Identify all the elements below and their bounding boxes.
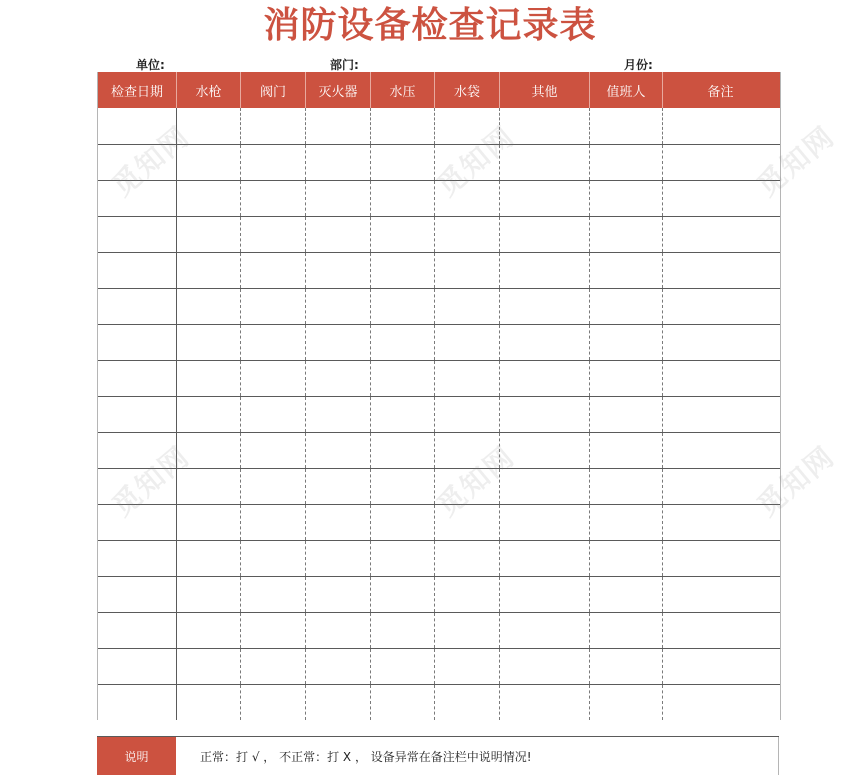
month-label: 月份:: [624, 58, 653, 72]
column-header-hose: 水袋: [435, 72, 500, 108]
column-header-valve: 阀门: [241, 72, 306, 108]
table-cell[interactable]: [306, 145, 371, 180]
table-cell[interactable]: [177, 289, 241, 324]
table-cell[interactable]: [177, 145, 241, 180]
table-cell[interactable]: [306, 289, 371, 324]
table-cell[interactable]: [371, 469, 435, 504]
table-cell[interactable]: [371, 325, 435, 360]
table-cell[interactable]: [371, 361, 435, 396]
table-cell[interactable]: [435, 361, 500, 396]
table-cell[interactable]: [241, 433, 306, 468]
inspection-table: [97, 72, 781, 720]
table-cell[interactable]: [663, 685, 778, 720]
table-cell[interactable]: [306, 469, 371, 504]
table-cell[interactable]: [590, 469, 663, 504]
unit-label: 单位:: [136, 58, 165, 72]
table-cell[interactable]: [306, 505, 371, 540]
table-cell[interactable]: [590, 181, 663, 216]
table-cell[interactable]: [500, 613, 590, 648]
table-row: [98, 504, 780, 540]
table-cell[interactable]: [98, 397, 177, 432]
table-cell[interactable]: [98, 505, 177, 540]
table-cell[interactable]: [663, 325, 778, 360]
table-header: [98, 72, 780, 108]
table-cell[interactable]: [500, 541, 590, 576]
table-cell[interactable]: [177, 505, 241, 540]
watermark: 觅知网: [105, 119, 197, 203]
table-cell[interactable]: [590, 397, 663, 432]
table-cell[interactable]: [663, 361, 778, 396]
table-cell[interactable]: [306, 217, 371, 252]
table-row: [98, 576, 780, 612]
table-cell[interactable]: [98, 181, 177, 216]
table-cell[interactable]: [98, 649, 177, 684]
table-cell[interactable]: [98, 108, 177, 144]
column-header-other: 其他: [500, 72, 590, 108]
table-cell[interactable]: [306, 577, 371, 612]
table-cell[interactable]: [177, 541, 241, 576]
table-cell[interactable]: [371, 145, 435, 180]
table-row: [98, 360, 780, 396]
table-cell[interactable]: [435, 181, 500, 216]
table-row: [98, 432, 780, 468]
table-cell[interactable]: [435, 108, 500, 144]
table-cell[interactable]: [435, 649, 500, 684]
table-cell[interactable]: [663, 649, 778, 684]
table-cell[interactable]: [590, 649, 663, 684]
table-cell[interactable]: [590, 253, 663, 288]
column-header-date: 检查日期: [98, 72, 177, 108]
table-cell[interactable]: [663, 433, 778, 468]
table-cell[interactable]: [435, 541, 500, 576]
table-row: [98, 612, 780, 648]
table-cell[interactable]: [435, 325, 500, 360]
table-cell[interactable]: [500, 325, 590, 360]
table-row: [98, 648, 780, 684]
table-cell[interactable]: [241, 325, 306, 360]
table-cell[interactable]: [306, 433, 371, 468]
table-cell[interactable]: [177, 397, 241, 432]
table-cell[interactable]: [500, 577, 590, 612]
table-cell[interactable]: [663, 577, 778, 612]
table-cell[interactable]: [435, 397, 500, 432]
watermark: 觅知网: [105, 439, 197, 523]
table-cell[interactable]: [435, 145, 500, 180]
table-cell[interactable]: [590, 577, 663, 612]
column-header-nozzle: 水枪: [177, 72, 241, 108]
footer-note: 正常：打 √ ， 不正常：打 X ， 设备异常在备注栏中说明情况!: [176, 737, 779, 775]
table-cell[interactable]: [177, 577, 241, 612]
table-row: [98, 252, 780, 288]
table-cell[interactable]: [590, 433, 663, 468]
table-cell[interactable]: [98, 541, 177, 576]
table-cell[interactable]: [241, 181, 306, 216]
table-cell[interactable]: [590, 325, 663, 360]
table-cell[interactable]: [177, 108, 241, 144]
dept-label: 部门:: [330, 58, 359, 72]
table-cell[interactable]: [177, 325, 241, 360]
table-cell[interactable]: [500, 289, 590, 324]
table-cell[interactable]: [663, 541, 778, 576]
table-cell[interactable]: [371, 649, 435, 684]
table-cell[interactable]: [98, 469, 177, 504]
table-cell[interactable]: [663, 217, 778, 252]
table-cell[interactable]: [371, 217, 435, 252]
column-header-duty-person: 值班人: [590, 72, 663, 108]
column-header-extinguisher: 灭火器: [306, 72, 371, 108]
table-cell[interactable]: [241, 469, 306, 504]
table-cell[interactable]: [371, 685, 435, 720]
table-cell[interactable]: [306, 613, 371, 648]
table-cell[interactable]: [371, 181, 435, 216]
table-cell[interactable]: [663, 469, 778, 504]
table-cell[interactable]: [500, 108, 590, 144]
table-cell[interactable]: [98, 145, 177, 180]
table-cell[interactable]: [663, 253, 778, 288]
table-cell[interactable]: [98, 577, 177, 612]
table-cell[interactable]: [500, 433, 590, 468]
table-cell[interactable]: [177, 181, 241, 216]
table-row: [98, 108, 780, 144]
table-cell[interactable]: [590, 361, 663, 396]
table-row: [98, 396, 780, 432]
table-cell[interactable]: [241, 108, 306, 144]
table-cell[interactable]: [435, 577, 500, 612]
footer-note-row: [97, 736, 779, 775]
table-cell[interactable]: [241, 253, 306, 288]
watermark: 觅知网: [750, 119, 842, 203]
table-cell[interactable]: [435, 613, 500, 648]
table-cell[interactable]: [241, 649, 306, 684]
table-cell[interactable]: [177, 361, 241, 396]
table-cell[interactable]: [500, 217, 590, 252]
page-title: 消防设备检查记录表: [263, 5, 597, 46]
table-cell[interactable]: [590, 685, 663, 720]
table-cell[interactable]: [663, 108, 778, 144]
watermark: 觅知网: [750, 439, 842, 523]
table-cell[interactable]: [306, 108, 371, 144]
table-cell[interactable]: [500, 145, 590, 180]
table-cell[interactable]: [371, 577, 435, 612]
table-cell[interactable]: [500, 469, 590, 504]
table-row: [98, 180, 780, 216]
table-cell[interactable]: [177, 217, 241, 252]
column-header-pressure: 水压: [371, 72, 435, 108]
table-cell[interactable]: [241, 541, 306, 576]
table-cell[interactable]: [663, 397, 778, 432]
table-cell[interactable]: [371, 433, 435, 468]
table-cell[interactable]: [371, 253, 435, 288]
table-cell[interactable]: [306, 685, 371, 720]
table-cell[interactable]: [500, 505, 590, 540]
footer-label: 说明: [97, 737, 176, 775]
watermark: 觅知网: [430, 119, 522, 203]
table-cell[interactable]: [177, 649, 241, 684]
table-cell[interactable]: [663, 505, 778, 540]
table-cell[interactable]: [590, 613, 663, 648]
table-row: [98, 288, 780, 324]
table-cell[interactable]: [241, 217, 306, 252]
table-cell[interactable]: [590, 541, 663, 576]
table-cell[interactable]: [98, 361, 177, 396]
table-cell[interactable]: [306, 325, 371, 360]
table-row: [98, 684, 780, 720]
table-cell[interactable]: [590, 145, 663, 180]
table-cell[interactable]: [241, 289, 306, 324]
table-cell[interactable]: [371, 505, 435, 540]
table-cell[interactable]: [306, 397, 371, 432]
table-cell[interactable]: [435, 253, 500, 288]
table-cell[interactable]: [500, 685, 590, 720]
table-cell[interactable]: [590, 505, 663, 540]
table-cell[interactable]: [435, 505, 500, 540]
table-cell[interactable]: [435, 469, 500, 504]
table-cell[interactable]: [500, 181, 590, 216]
table-cell[interactable]: [177, 433, 241, 468]
table-cell[interactable]: [590, 289, 663, 324]
table-cell[interactable]: [663, 613, 778, 648]
watermark: 觅知网: [430, 439, 522, 523]
table-cell[interactable]: [98, 253, 177, 288]
table-cell[interactable]: [371, 289, 435, 324]
table-cell[interactable]: [241, 145, 306, 180]
table-cell[interactable]: [241, 613, 306, 648]
table-cell[interactable]: [663, 181, 778, 216]
table-cell[interactable]: [98, 289, 177, 324]
table-cell[interactable]: [435, 685, 500, 720]
table-row: [98, 540, 780, 576]
table-cell[interactable]: [306, 361, 371, 396]
table-cell[interactable]: [371, 397, 435, 432]
table-cell[interactable]: [241, 577, 306, 612]
table-cell[interactable]: [590, 108, 663, 144]
table-cell[interactable]: [306, 253, 371, 288]
table-cell[interactable]: [98, 685, 177, 720]
table-cell[interactable]: [435, 289, 500, 324]
table-row: [98, 144, 780, 180]
table-cell[interactable]: [371, 541, 435, 576]
table-cell[interactable]: [306, 541, 371, 576]
table-cell[interactable]: [98, 325, 177, 360]
table-row: [98, 468, 780, 504]
table-cell[interactable]: [306, 181, 371, 216]
table-cell[interactable]: [177, 469, 241, 504]
table-cell[interactable]: [435, 433, 500, 468]
table-cell[interactable]: [371, 613, 435, 648]
table-cell[interactable]: [98, 433, 177, 468]
table-cell[interactable]: [177, 253, 241, 288]
table-cell[interactable]: [590, 217, 663, 252]
table-cell[interactable]: [500, 253, 590, 288]
table-cell[interactable]: [98, 613, 177, 648]
table-cell[interactable]: [177, 685, 241, 720]
table-cell[interactable]: [241, 397, 306, 432]
table-cell[interactable]: [500, 397, 590, 432]
table-cell[interactable]: [663, 145, 778, 180]
table-cell[interactable]: [98, 217, 177, 252]
column-header-remarks: 备注: [707, 84, 734, 100]
table-cell[interactable]: [663, 289, 778, 324]
table-cell[interactable]: [371, 108, 435, 144]
table-cell[interactable]: [435, 217, 500, 252]
table-cell[interactable]: [177, 613, 241, 648]
table-row: [98, 216, 780, 252]
table-body: [98, 108, 780, 720]
table-cell[interactable]: [241, 361, 306, 396]
table-cell[interactable]: [241, 685, 306, 720]
table-cell[interactable]: [306, 649, 371, 684]
table-cell[interactable]: [500, 361, 590, 396]
table-cell[interactable]: [500, 649, 590, 684]
table-cell[interactable]: [241, 505, 306, 540]
table-row: [98, 324, 780, 360]
